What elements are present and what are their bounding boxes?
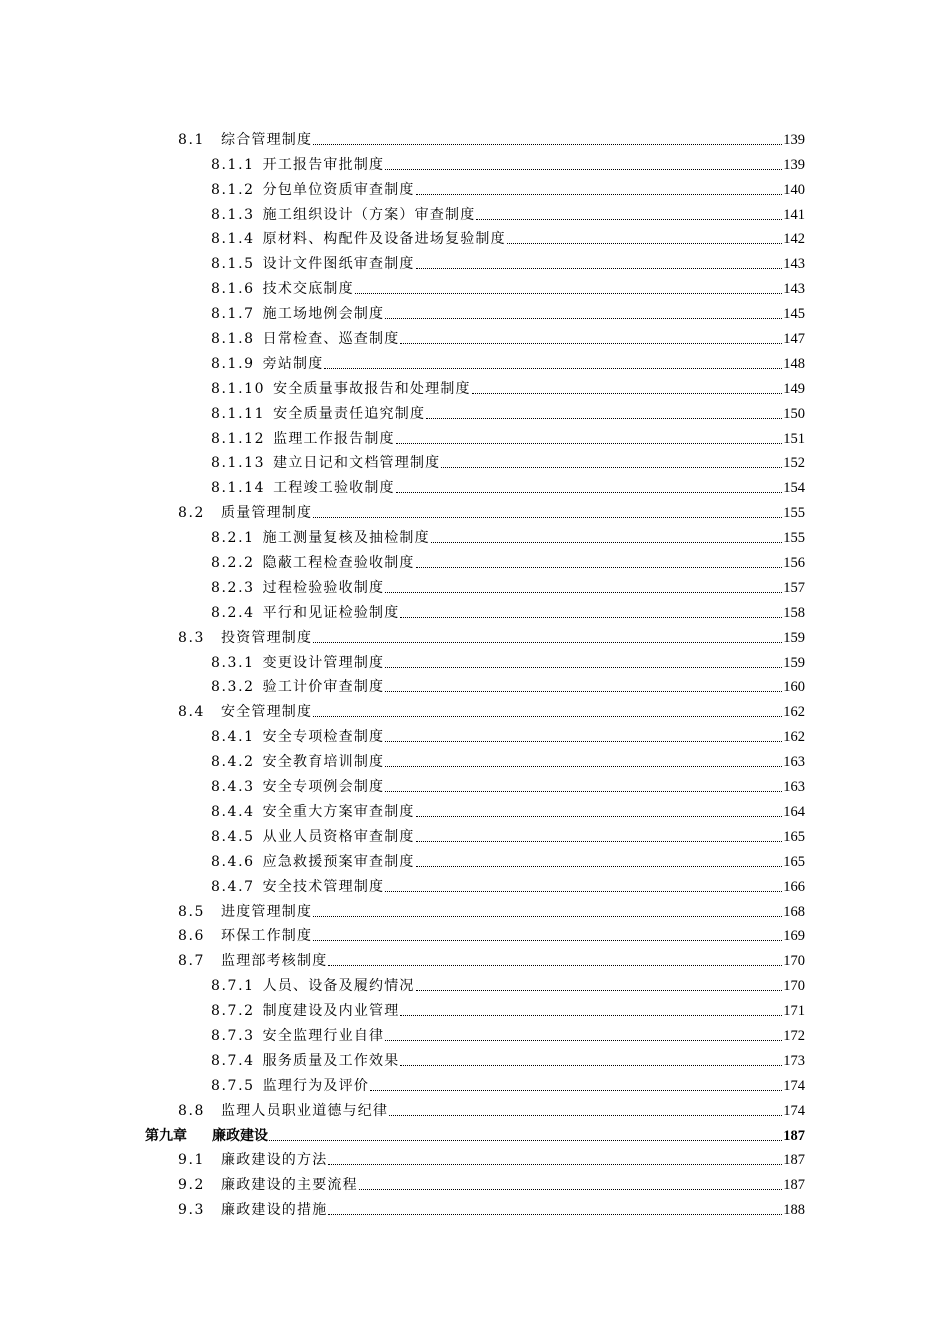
dot-leader — [328, 965, 782, 966]
toc-chapter-entry[interactable] — [0, 1120, 950, 1145]
toc-entry-number: 8.4.3 — [211, 779, 255, 796]
toc-subsection-entry[interactable] — [0, 472, 950, 497]
toc-entry-title: 应急救援预案审查制度 — [262, 853, 415, 870]
toc-entry-number: 8.1.3 — [211, 206, 255, 223]
toc-entry-title: 安全质量责任追究制度 — [273, 405, 426, 422]
dot-leader — [313, 940, 782, 941]
toc-section-entry[interactable] — [0, 696, 950, 721]
toc-entry-title: 施工场地例会制度 — [262, 306, 385, 323]
dot-leader — [313, 144, 782, 145]
dot-leader — [328, 1214, 782, 1215]
toc-entry-title: 安全质量事故报告和处理制度 — [273, 380, 471, 397]
toc-entry-page-number: 160 — [783, 679, 805, 696]
toc-entry-title: 隐蔽工程检查验收制度 — [262, 555, 415, 572]
toc-entry-page-number: 187 — [783, 1152, 805, 1169]
toc-entry-number: 8.3.1 — [211, 654, 255, 671]
dot-leader — [313, 916, 782, 917]
toc-entry-title: 监理人员职业道德与纪律 — [221, 1102, 389, 1119]
toc-entry-page-number: 162 — [783, 729, 805, 746]
toc-entry-title: 开工报告审批制度 — [262, 156, 385, 173]
toc-entry-number: 8.1 — [178, 131, 206, 148]
dot-leader — [400, 1065, 782, 1066]
toc-entry-title: 旁站制度 — [262, 355, 324, 372]
toc-entry-page-number: 141 — [783, 206, 805, 223]
dot-leader — [416, 990, 783, 991]
toc-entry-page-number: 143 — [783, 256, 805, 273]
dot-leader — [385, 791, 782, 792]
toc-entry-number: 8.5 — [178, 903, 206, 920]
toc-entry-number: 8.4.5 — [211, 828, 255, 845]
toc-subsection-entry[interactable] — [0, 597, 950, 622]
toc-entry-number: 8.7.3 — [211, 1027, 255, 1044]
toc-subsection-entry[interactable] — [0, 323, 950, 348]
dot-leader — [385, 318, 782, 319]
toc-entry-number: 8.8 — [178, 1102, 206, 1119]
dot-leader — [400, 343, 782, 344]
toc-entry-title: 安全重大方案审查制度 — [262, 803, 415, 820]
dot-leader — [313, 642, 782, 643]
toc-entry-title: 环保工作制度 — [221, 928, 313, 945]
dot-leader — [431, 542, 782, 543]
toc-entry-title: 过程检验验收制度 — [262, 579, 385, 596]
toc-subsection-entry[interactable] — [0, 1070, 950, 1095]
toc-entry-page-number: 140 — [783, 181, 805, 198]
toc-entry-page-number: 145 — [783, 306, 805, 323]
toc-entry-title: 廉政建设 — [212, 1127, 268, 1144]
dot-leader — [328, 1164, 782, 1165]
toc-subsection-entry[interactable] — [0, 348, 950, 373]
toc-entry-page-number: 169 — [783, 928, 805, 945]
toc-entry-title: 监理行为及评价 — [262, 1077, 370, 1094]
toc-entry-number: 8.1.2 — [211, 181, 255, 198]
toc-subsection-entry[interactable] — [0, 522, 950, 547]
dot-leader — [385, 1040, 782, 1041]
toc-entry-page-number: 143 — [783, 281, 805, 298]
toc-entry-number: 8.1.9 — [211, 355, 255, 372]
toc-entry-number: 8.2.2 — [211, 555, 255, 572]
toc-subsection-entry[interactable] — [0, 273, 950, 298]
toc-entry-title: 工程竣工验收制度 — [273, 480, 395, 497]
dot-leader — [416, 816, 783, 817]
dot-leader — [359, 1189, 782, 1190]
dot-leader — [441, 467, 782, 468]
dot-leader — [416, 866, 783, 867]
toc-entry-number: 8.4.2 — [211, 754, 255, 771]
toc-section-entry[interactable] — [0, 1194, 950, 1219]
toc-subsection-entry[interactable] — [0, 871, 950, 896]
toc-entry-title: 安全教育培训制度 — [262, 754, 385, 771]
dot-leader — [400, 1015, 782, 1016]
toc-entry-title: 安全专项检查制度 — [262, 729, 385, 746]
dot-leader — [472, 393, 783, 394]
toc-entry-page-number: 139 — [783, 156, 805, 173]
dot-leader — [416, 268, 783, 269]
toc-entry-page-number: 154 — [783, 480, 805, 497]
toc-subsection-entry[interactable] — [0, 647, 950, 672]
toc-subsection-entry[interactable] — [0, 224, 950, 249]
dot-leader — [507, 243, 782, 244]
toc-subsection-entry[interactable] — [0, 448, 950, 473]
toc-subsection-entry[interactable] — [0, 672, 950, 697]
toc-subsection-entry[interactable] — [0, 398, 950, 423]
dot-leader — [385, 891, 782, 892]
toc-entry-title: 分包单位资质审查制度 — [262, 181, 415, 198]
toc-entry-number: 8.1.14 — [211, 480, 266, 497]
dot-leader — [385, 169, 782, 170]
toc-entry-number: 8.7 — [178, 953, 206, 970]
toc-entry-number: 8.1.13 — [211, 455, 266, 472]
toc-entry-number: 8.4.6 — [211, 853, 255, 870]
toc-subsection-entry[interactable] — [0, 423, 950, 448]
toc-entry-title: 廉政建设的方法 — [221, 1152, 328, 1169]
toc-section-entry[interactable] — [0, 896, 950, 921]
toc-entry-title: 安全管理制度 — [221, 704, 313, 721]
table-of-contents — [0, 124, 950, 1219]
toc-entry-page-number: 165 — [783, 853, 805, 870]
toc-entry-page-number: 166 — [783, 878, 805, 895]
toc-entry-page-number: 165 — [783, 828, 805, 845]
dot-leader — [385, 592, 782, 593]
toc-entry-title: 验工计价审查制度 — [262, 679, 385, 696]
toc-entry-title: 服务质量及工作效果 — [262, 1052, 400, 1069]
toc-entry-title: 原材料、构配件及设备进场复验制度 — [262, 231, 506, 248]
toc-entry-title: 平行和见证检验制度 — [262, 604, 400, 621]
toc-entry-page-number: 155 — [783, 530, 805, 547]
dot-leader — [396, 443, 783, 444]
dot-leader — [396, 492, 783, 493]
toc-section-entry[interactable] — [0, 622, 950, 647]
toc-entry-number: 9.3 — [178, 1202, 206, 1219]
toc-entry-title: 安全技术管理制度 — [262, 878, 385, 895]
toc-section-entry[interactable] — [0, 921, 950, 946]
toc-entry-title: 监理工作报告制度 — [273, 430, 395, 447]
toc-entry-page-number: 149 — [783, 380, 805, 397]
toc-entry-page-number: 188 — [783, 1202, 805, 1219]
toc-entry-number: 8.1.10 — [211, 380, 266, 397]
toc-subsection-entry[interactable] — [0, 572, 950, 597]
toc-section-entry[interactable] — [0, 1169, 950, 1194]
toc-entry-number: 8.7.4 — [211, 1052, 255, 1069]
dot-leader — [385, 691, 782, 692]
toc-subsection-entry[interactable] — [0, 1045, 950, 1070]
toc-entry-number: 第九章 — [145, 1127, 187, 1144]
toc-section-entry[interactable] — [0, 945, 950, 970]
toc-entry-number: 8.1.5 — [211, 256, 255, 273]
toc-entry-page-number: 147 — [783, 331, 805, 348]
toc-entry-number: 8.4.7 — [211, 878, 255, 895]
toc-entry-title: 投资管理制度 — [221, 629, 313, 646]
toc-section-entry[interactable] — [0, 1095, 950, 1120]
toc-entry-title: 制度建设及内业管理 — [262, 1003, 400, 1020]
toc-entry-number: 8.1.12 — [211, 430, 266, 447]
toc-subsection-entry[interactable] — [0, 821, 950, 846]
toc-entry-number: 8.4.4 — [211, 803, 255, 820]
toc-entry-title: 施工测量复核及抽检制度 — [262, 530, 430, 547]
toc-entry-number: 8.1.6 — [211, 281, 255, 298]
toc-entry-title: 变更设计管理制度 — [262, 654, 385, 671]
toc-entry-title: 质量管理制度 — [221, 505, 313, 522]
toc-entry-number: 8.1.11 — [211, 405, 266, 422]
toc-subsection-entry[interactable] — [0, 995, 950, 1020]
toc-entry-title: 安全监理行业自律 — [262, 1027, 385, 1044]
toc-entry-page-number: 156 — [783, 555, 805, 572]
toc-entry-page-number: 168 — [783, 903, 805, 920]
toc-entry-number: 8.1.7 — [211, 306, 255, 323]
toc-subsection-entry[interactable] — [0, 248, 950, 273]
toc-entry-number: 8.7.2 — [211, 1003, 255, 1020]
toc-entry-title: 安全专项例会制度 — [262, 779, 385, 796]
toc-entry-title: 日常检查、巡查制度 — [262, 331, 400, 348]
toc-section-entry[interactable] — [0, 124, 950, 149]
toc-entry-page-number: 155 — [783, 505, 805, 522]
toc-entry-number: 8.1.1 — [211, 156, 255, 173]
dot-leader — [385, 667, 782, 668]
toc-entry-page-number: 150 — [783, 405, 805, 422]
toc-entry-page-number: 173 — [783, 1052, 805, 1069]
toc-entry-page-number: 163 — [783, 779, 805, 796]
toc-entry-page-number: 152 — [783, 455, 805, 472]
dot-leader — [476, 219, 782, 220]
toc-entry-page-number: 170 — [783, 978, 805, 995]
toc-subsection-entry[interactable] — [0, 970, 950, 995]
toc-entry-number: 8.7.5 — [211, 1077, 255, 1094]
toc-entry-title: 技术交底制度 — [262, 281, 354, 298]
dot-leader — [426, 418, 782, 419]
toc-subsection-entry[interactable] — [0, 1020, 950, 1045]
toc-subsection-entry[interactable] — [0, 149, 950, 174]
toc-entry-number: 8.4 — [178, 704, 206, 721]
toc-entry-title: 进度管理制度 — [221, 903, 313, 920]
toc-entry-number: 8.3 — [178, 629, 206, 646]
toc-subsection-entry[interactable] — [0, 746, 950, 771]
toc-entry-page-number: 139 — [783, 131, 805, 148]
toc-entry-number: 8.2.3 — [211, 579, 255, 596]
toc-entry-page-number: 162 — [783, 704, 805, 721]
toc-entry-page-number: 172 — [783, 1027, 805, 1044]
toc-entry-number: 8.2 — [178, 505, 206, 522]
toc-entry-title: 从业人员资格审查制度 — [262, 828, 415, 845]
dot-leader — [313, 716, 782, 717]
toc-subsection-entry[interactable] — [0, 771, 950, 796]
toc-entry-number: 8.4.1 — [211, 729, 255, 746]
dot-leader — [385, 741, 782, 742]
toc-entry-page-number: 158 — [783, 604, 805, 621]
toc-entry-page-number: 174 — [783, 1077, 805, 1094]
toc-section-entry[interactable] — [0, 497, 950, 522]
toc-entry-title: 人员、设备及履约情况 — [262, 978, 415, 995]
toc-entry-page-number: 171 — [783, 1003, 805, 1020]
dot-leader — [389, 1115, 782, 1116]
toc-entry-number: 8.3.2 — [211, 679, 255, 696]
toc-subsection-entry[interactable] — [0, 373, 950, 398]
toc-subsection-entry[interactable] — [0, 721, 950, 746]
toc-subsection-entry[interactable] — [0, 174, 950, 199]
toc-subsection-entry[interactable] — [0, 846, 950, 871]
dot-leader — [416, 194, 783, 195]
toc-entry-page-number: 170 — [783, 953, 805, 970]
dot-leader — [313, 517, 782, 518]
toc-subsection-entry[interactable] — [0, 199, 950, 224]
dot-leader — [416, 841, 783, 842]
toc-entry-page-number: 187 — [783, 1127, 805, 1144]
toc-entry-number: 9.2 — [178, 1177, 206, 1194]
toc-entry-number: 8.1.4 — [211, 231, 255, 248]
toc-entry-page-number: 148 — [783, 355, 805, 372]
dot-leader — [269, 1140, 782, 1141]
dot-leader — [324, 368, 782, 369]
toc-entry-number: 9.1 — [178, 1152, 206, 1169]
toc-entry-page-number: 151 — [783, 430, 805, 447]
toc-entry-number: 8.2.1 — [211, 530, 255, 547]
toc-entry-page-number: 142 — [783, 231, 805, 248]
toc-section-entry[interactable] — [0, 1145, 950, 1170]
toc-entry-title: 廉政建设的措施 — [221, 1202, 328, 1219]
toc-subsection-entry[interactable] — [0, 796, 950, 821]
toc-entry-number: 8.2.4 — [211, 604, 255, 621]
toc-entry-page-number: 174 — [783, 1102, 805, 1119]
toc-entry-title: 综合管理制度 — [221, 131, 313, 148]
toc-entry-number: 8.6 — [178, 928, 206, 945]
dot-leader — [370, 1090, 782, 1091]
toc-entry-title: 廉政建设的主要流程 — [221, 1177, 358, 1194]
toc-subsection-entry[interactable] — [0, 547, 950, 572]
dot-leader — [416, 567, 783, 568]
toc-entry-title: 设计文件图纸审查制度 — [262, 256, 415, 273]
dot-leader — [355, 293, 782, 294]
toc-entry-number: 8.1.8 — [211, 331, 255, 348]
toc-entry-page-number: 164 — [783, 803, 805, 820]
toc-entry-page-number: 159 — [783, 629, 805, 646]
toc-entry-page-number: 157 — [783, 579, 805, 596]
dot-leader — [385, 766, 782, 767]
toc-entry-page-number: 163 — [783, 754, 805, 771]
toc-entry-title: 监理部考核制度 — [221, 953, 328, 970]
toc-entry-number: 8.7.1 — [211, 978, 255, 995]
toc-entry-page-number: 159 — [783, 654, 805, 671]
toc-subsection-entry[interactable] — [0, 298, 950, 323]
toc-entry-title: 施工组织设计（方案）审查制度 — [262, 206, 476, 223]
toc-entry-page-number: 187 — [783, 1177, 805, 1194]
dot-leader — [400, 617, 782, 618]
toc-entry-title: 建立日记和文档管理制度 — [273, 455, 441, 472]
